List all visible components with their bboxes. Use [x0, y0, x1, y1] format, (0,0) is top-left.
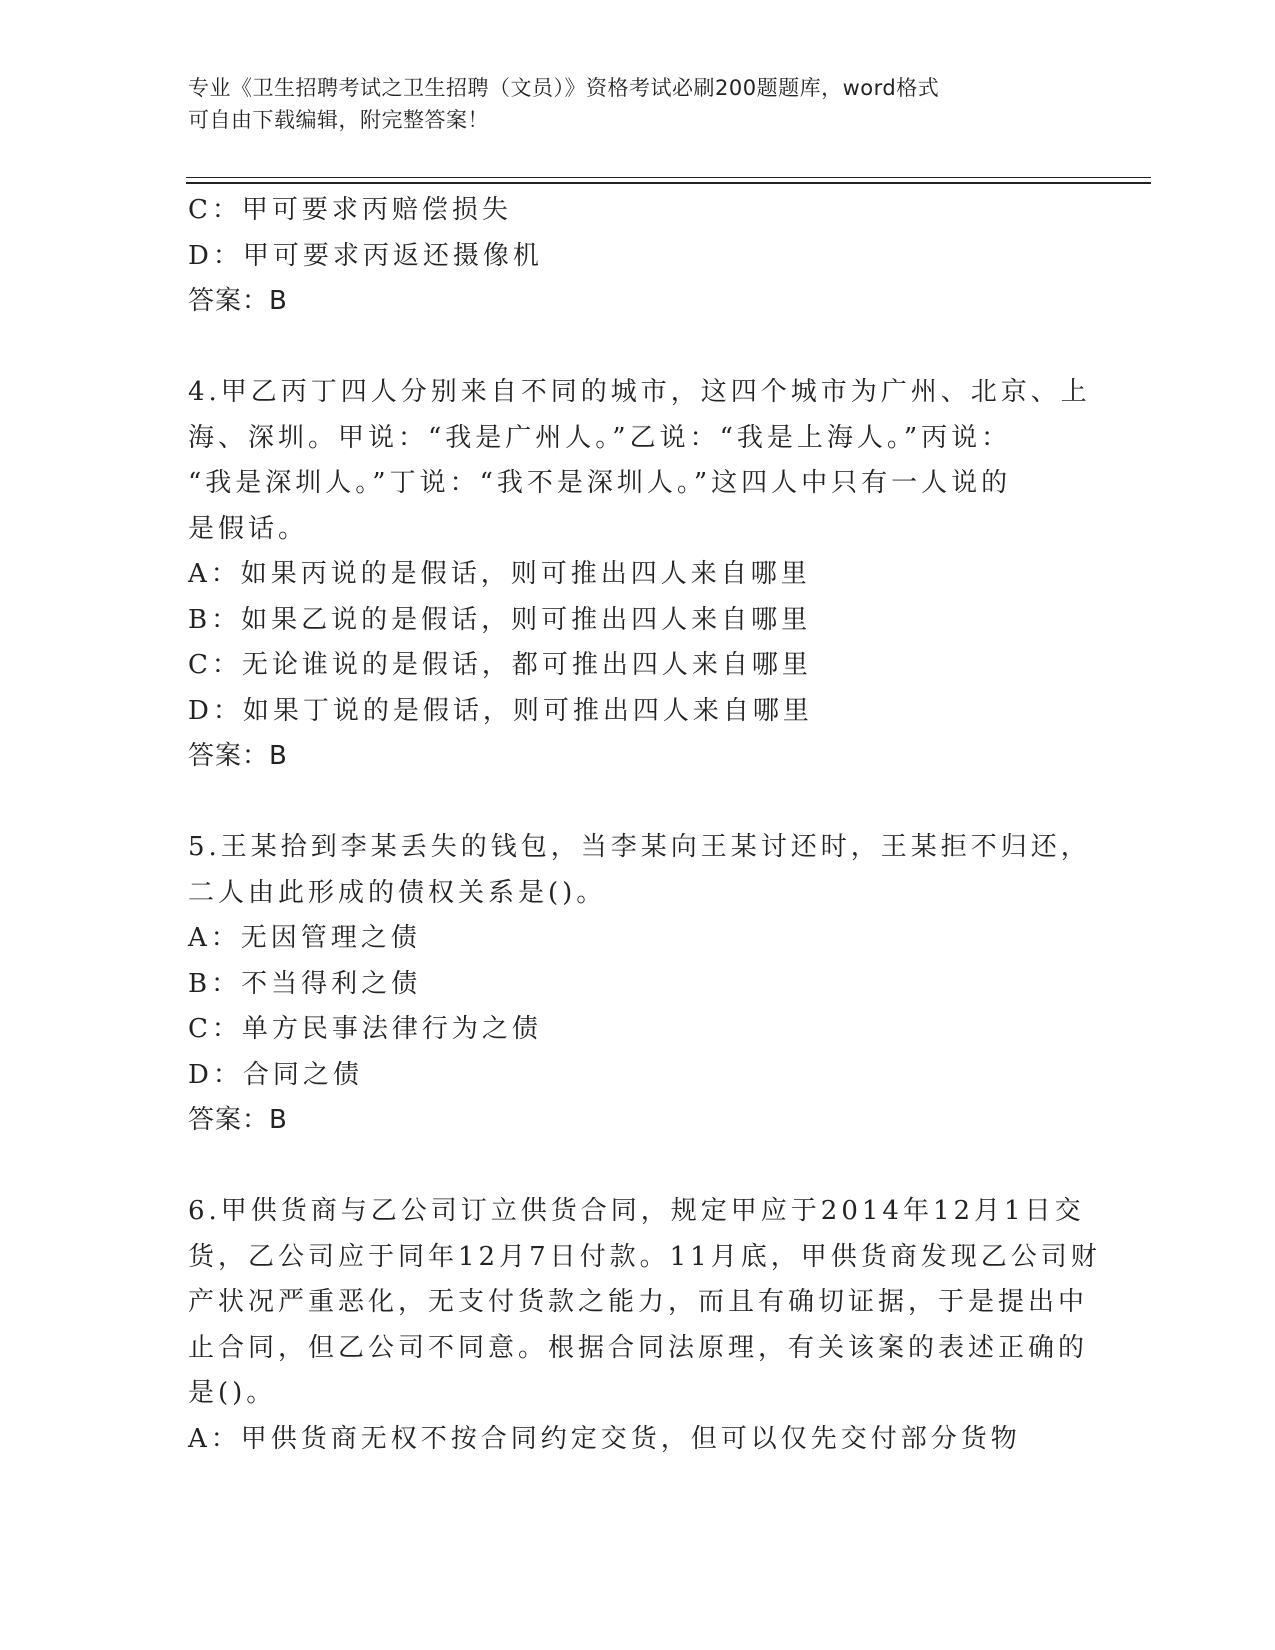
- option-d: D：如果丁说的是假话，则可推出四人来自哪里: [188, 695, 813, 726]
- answer: 答案：B: [188, 741, 288, 771]
- question-3-tail: [188, 188, 1088, 325]
- question-4: [188, 370, 1091, 780]
- option-d: D：合同之债: [188, 1059, 363, 1090]
- question-text-line: “我是深圳人。”丁说：“我不是深圳人。”这四人中只有一人说的: [188, 468, 1012, 498]
- header-line-2: 可自由下载编辑，附完整答案！: [188, 108, 489, 132]
- question-text-line: 二人由此形成的债权关系是()。: [188, 877, 607, 908]
- header-line-1: 专业《卫生招聘考试之卫生招聘（文员）》资格考试必刷200题题库，word格式: [188, 76, 940, 100]
- question-text-line: 4.甲乙丙丁四人分别来自不同的城市，这四个城市为广州、北京、上: [188, 377, 1091, 407]
- option-d: D：甲可要求丙返还摄像机: [188, 240, 543, 271]
- question-text-line: 产状况严重恶化，无支付货款之能力，而且有确切证据，于是提出中: [188, 1287, 1089, 1317]
- option-b: B：不当得利之债: [188, 968, 422, 999]
- question-text-line: 货，乙公司应于同年12月7日付款。11月底，甲供货商发现乙公司财: [188, 1241, 1101, 1272]
- question-6: [188, 1189, 1101, 1462]
- document-header: [188, 72, 1088, 136]
- option-a: A：甲供货商无权不按合同约定交货，但可以仅先交付部分货物: [188, 1423, 1021, 1454]
- answer: 答案：B: [188, 1105, 288, 1135]
- question-text-line: 5.王某拾到李某丢失的钱包，当李某向王某讨还时，王某拒不归还，: [188, 832, 1091, 862]
- document-body: [188, 188, 1101, 1462]
- option-c: C：单方民事法律行为之债: [188, 1014, 542, 1044]
- header-divider-thick: [186, 182, 1151, 184]
- question-text-line: 6.甲供货商与乙公司订立供货合同，规定甲应于2014年12月1日交: [188, 1196, 1085, 1226]
- option-a: A：无因管理之债: [188, 923, 421, 953]
- header-divider-thin: [186, 177, 1151, 178]
- option-a: A：如果丙说的是假话，则可推出四人来自哪里: [188, 559, 811, 589]
- option-c: C：甲可要求丙赔偿损失: [188, 195, 512, 225]
- question-5: [188, 825, 1091, 1144]
- question-text-line: 止合同，但乙公司不同意。根据合同法原理，有关该案的表述正确的: [188, 1332, 1089, 1363]
- question-text-line: 是()。: [188, 1378, 277, 1408]
- option-c: C：无论谁说的是假话，都可推出四人来自哪里: [188, 650, 812, 680]
- question-text-line: 海、深圳。甲说：“我是广州人。”乙说：“我是上海人。”丙说：: [188, 422, 1012, 453]
- option-b: B：如果乙说的是假话，则可推出四人来自哪里: [188, 604, 812, 635]
- question-text-line: 是假话。: [188, 513, 309, 544]
- answer: 答案：B: [188, 286, 288, 316]
